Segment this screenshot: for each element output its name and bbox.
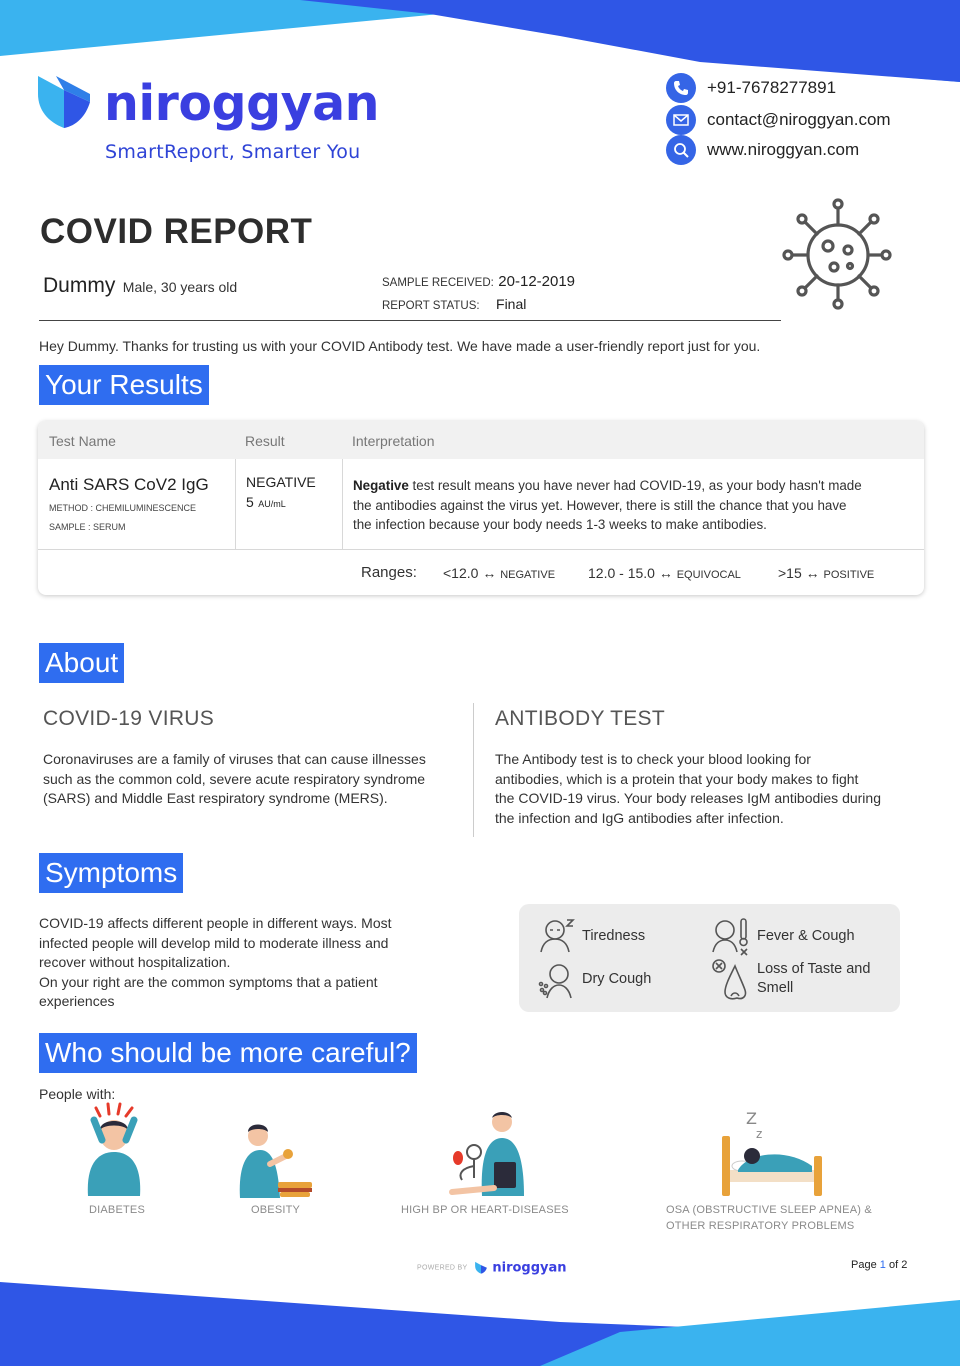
risk-diabetes: DIABETES [89, 1204, 146, 1216]
brand-logo-icon [34, 72, 94, 134]
page-total: 2 [901, 1259, 908, 1271]
results-table [38, 421, 924, 595]
sample-received-value: 20-12-2019 [498, 273, 576, 290]
result-value: 5 [246, 494, 254, 510]
range-positive-value: >15 [778, 565, 802, 581]
brand-tagline: SmartReport, Smarter You [105, 141, 361, 163]
interpretation-line-2: the antibodies against the virus yet. However, there is still the chance that you have [353, 497, 847, 513]
antibody-text: The Antibody test is to check your blood looking for antibodies, which is a protein that your body makes to fight the COVID-19 virus. Your body releases IgM antibodies during the infection and IgG antibodies after infection. [495, 751, 881, 826]
diabetes-icon [78, 1102, 158, 1198]
sample-received-label: SAMPLE RECEIVED: [382, 277, 494, 289]
risk-obesity: OBESITY [251, 1204, 301, 1216]
symptom-dry-cough: Dry Cough [582, 971, 652, 987]
footer-brand: niroggyan [492, 1260, 567, 1276]
greeting-text: Hey Dummy. Thanks for trusting us with your COVID Antibody test. We have made a user-friendly report just for you. [39, 338, 761, 354]
virus-heading: COVID-19 VIRUS [43, 707, 215, 730]
range-positive-label: POSITIVE [823, 569, 875, 581]
header-interpretation: Interpretation [352, 433, 435, 449]
report-title: COVID REPORT [40, 212, 313, 251]
report-status-label: REPORT STATUS: [382, 300, 480, 312]
header-result: Result [245, 433, 285, 449]
page-number [851, 1259, 907, 1271]
report-status-value: Final [496, 296, 527, 312]
contact-website[interactable] [666, 135, 859, 165]
risk-osa: OSA (OBSTRUCTIVE SLEEP APNEA) & OTHER RESPIRATORY PROBLEMS [666, 1204, 872, 1232]
virus-text: Coronaviruses are a family of viruses that can cause illnesses such as the common cold, severe acute respiratory syndrome (SARS) and Middle East respiratory syndrome (MERS). [43, 751, 426, 806]
obesity-icon [236, 1120, 316, 1200]
careful-heading: Who should be more careful? [39, 1033, 417, 1073]
test-name: Anti SARS CoV2 IgG [49, 475, 209, 494]
your-results-heading: Your Results [39, 365, 209, 405]
contact-email[interactable] [666, 105, 891, 135]
symptom-tiredness: Tiredness [582, 928, 646, 944]
svg-text:Z: Z [746, 1109, 757, 1128]
symptoms-text: COVID-19 affects different people in different ways. Most infected people will develop mild to moderate illness and recover without hospitalization. On your right are the common symptoms that a patient experiences [39, 915, 392, 1009]
about-heading: About [39, 643, 124, 683]
col-divider [235, 459, 236, 549]
risk-high-bp: HIGH BP OR HEART-DISEASES [401, 1204, 569, 1216]
contact-email-text: contact@niroggyan.com [707, 110, 891, 129]
symptoms-panel [519, 904, 900, 1012]
range-negative-value: <12.0 [443, 565, 479, 581]
results-table-header [38, 421, 924, 459]
fever-icon [711, 916, 751, 956]
brand-name: niroggyan [104, 75, 380, 132]
powered-by-label: POWERED BY [417, 1264, 468, 1272]
result-unit: AU/mL [258, 499, 286, 509]
contact-phone-text: +91-7678277891 [707, 78, 837, 97]
careful-intro: People with: [39, 1086, 116, 1102]
patient-meta: Male, 30 years old [122, 279, 238, 295]
range-equivocal-label: EQUIVOCAL [676, 569, 741, 581]
header-divider [39, 320, 781, 321]
tiredness-icon [537, 916, 577, 954]
range-negative: <12.0 ↔ NEGATIVE [443, 565, 556, 581]
ranges-label: Ranges: [361, 564, 417, 581]
interpretation-line-3: the infection because your body needs 1-3 weeks to make antibodies. [353, 517, 767, 532]
contact-phone[interactable] [666, 73, 836, 103]
about-divider [473, 703, 474, 837]
interpretation-line-1: test result means you have never had COVID-19, as your body hasn't made [408, 478, 862, 493]
svg-text:z: z [756, 1127, 763, 1141]
high-bp-icon [448, 1106, 530, 1200]
sample-received [382, 273, 575, 291]
header-test-name: Test Name [49, 433, 116, 449]
row-divider [38, 549, 924, 550]
col-divider [342, 459, 343, 549]
symptom-loss-of-taste-smell: Loss of Taste and Smell [757, 961, 871, 996]
sleep-apnea-icon [718, 1108, 828, 1198]
page-label: Page [851, 1259, 877, 1271]
test-method: METHOD : CHEMILUMINESCENCE [49, 503, 197, 513]
symptoms-heading: Symptoms [39, 853, 183, 893]
interpretation-text [353, 476, 862, 535]
page-of: of [888, 1259, 899, 1271]
footer-logo-icon [474, 1261, 488, 1275]
patient-name: Dummy [43, 274, 116, 297]
test-sample: SAMPLE : SERUM [49, 522, 126, 532]
antibody-heading: ANTIBODY TEST [495, 707, 665, 730]
range-equivocal-value: 12.0 - 15.0 [588, 565, 655, 581]
page-current: 1 [879, 1259, 886, 1271]
phone-icon [666, 73, 696, 103]
search-icon [666, 135, 696, 165]
interpretation-bold: Negative [353, 478, 409, 493]
virus-icon [778, 196, 898, 314]
dry-cough-icon [537, 960, 577, 1000]
range-positive: >15 ↔ POSITIVE [778, 565, 875, 581]
powered-by [417, 1259, 567, 1277]
symptom-fever-cough: Fever & Cough [757, 928, 855, 944]
report-status [382, 296, 526, 314]
mail-icon [666, 105, 696, 135]
result-value-group [246, 494, 286, 512]
contact-website-text: www.niroggyan.com [707, 140, 860, 159]
range-negative-label: NEGATIVE [500, 569, 556, 581]
patient-info [43, 274, 237, 298]
result-label: NEGATIVE [246, 474, 316, 490]
smell-icon [711, 958, 751, 1002]
range-equivocal: 12.0 - 15.0 ↔ EQUIVOCAL [588, 565, 741, 581]
